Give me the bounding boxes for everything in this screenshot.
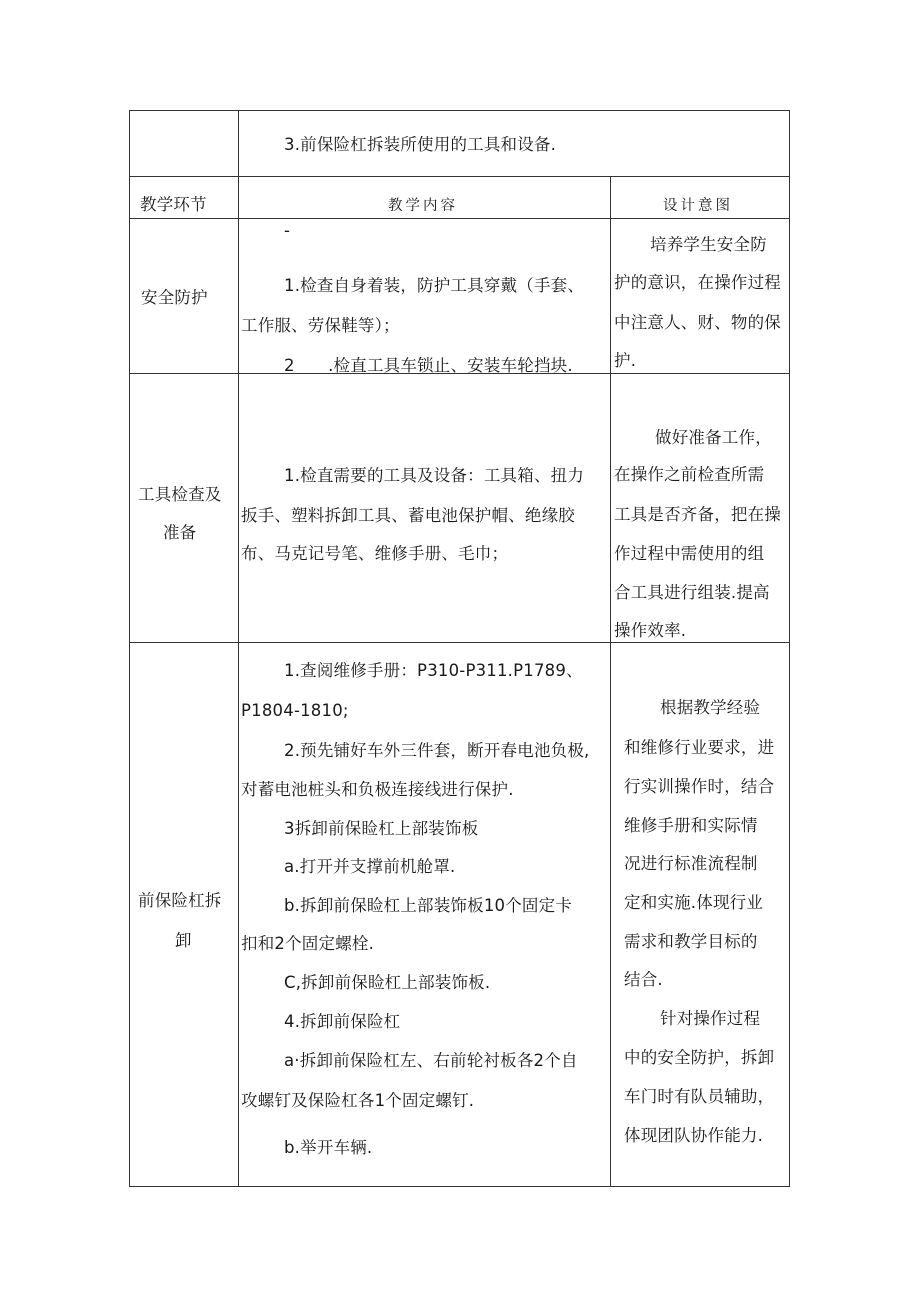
row-3-intent-line: 针对操作过程: [660, 1009, 761, 1028]
row-2-content-line: 1.检直需要的工具及设备：工具箱、扭力: [284, 466, 585, 485]
top-row-content: 3.前保险杠拆装所使用的工具和设备.: [284, 135, 557, 154]
row-1-content-line: 1.检查自身着装，防护工具穿戴（手套、: [284, 276, 585, 295]
row-1-content-line: 工作服、劳保鞋等）；: [241, 316, 400, 335]
table-rule: [129, 642, 790, 643]
row-3-stage-line: 前保险杠拆: [138, 891, 222, 910]
row-3-content-line: C,拆卸前保睑杠上部装饰板.: [284, 973, 491, 992]
row-1-intent-line: 护的意识，在操作过程: [614, 273, 781, 292]
row-3-intent-line: 维修手册和实际情: [624, 816, 758, 835]
row-2-intent-line: 做好准备工作，: [655, 428, 772, 447]
header-content: 教学内容: [388, 198, 458, 214]
row-3-content-line: 4.拆卸前保险杠: [284, 1012, 401, 1031]
row-3-intent-line: 车门时有队员辅助，: [624, 1087, 775, 1106]
row-3-content-line: 2.预先铺好车外三件套，断开春电池负极,: [284, 741, 590, 760]
table-rule: [238, 110, 239, 1187]
table-border-top: [129, 110, 790, 111]
row-2-content-line: 布、马克记号笔、维修手册、毛巾；: [241, 544, 509, 563]
row-2-stage-line: 准备: [163, 523, 197, 542]
row-3-content-line: 攻螺钉及保险杠各1个固定螺钉.: [241, 1091, 475, 1110]
table-border-left: [129, 110, 130, 1187]
row-3-content-line: 扣和2个固定螺栓.: [241, 934, 375, 953]
row-2-intent-line: 工具是否齐备，把在操: [614, 505, 781, 524]
row-3-intent-line: 根据教学经验: [660, 698, 761, 717]
header-intent: 设计意图: [663, 198, 733, 214]
row-1-content-line: 2 .检直工具车锁止、安装车轮挡块.: [284, 356, 573, 375]
table-rule: [610, 176, 611, 1187]
row-3-intent-line: 况进行标准流程制: [624, 854, 758, 873]
row-1-intent-line: 护.: [614, 351, 637, 370]
table-rule: [129, 176, 790, 177]
row-3-content-line: b.举开车辆.: [284, 1138, 373, 1157]
row-2-intent-line: 作过程中需使用的组: [614, 544, 765, 563]
row-3-content-line: a.打开并支撑前机舱罩.: [284, 857, 456, 876]
row-2-intent-line: 在操作之前检查所需: [614, 465, 765, 484]
row-2-intent-line: 合工具进行组装.提高: [614, 583, 770, 602]
header-stage: 教学环节: [140, 195, 207, 214]
row-3-intent-line: 需求和教学目标的: [624, 932, 758, 951]
row-3-stage-line: 卸: [175, 931, 192, 950]
table-border-bottom: [129, 1186, 790, 1187]
row-1-intent-line: 中注意人、财、物的保: [614, 313, 781, 332]
row-3-intent-line: 定和实施.体现行业: [624, 893, 764, 912]
row-3-content-line: 1.查阅维修手册：P310-P311.P1789、: [284, 661, 583, 680]
row-3-intent-line: 中的安全防护，拆卸: [624, 1048, 775, 1067]
row-1-intent-line: 培养学生安全防: [650, 235, 767, 254]
table-rule: [129, 218, 790, 219]
row-3-intent-line: 和维修行业要求，进: [624, 738, 775, 757]
row-3-content-line: b.拆卸前保睑杠上部装饰板10个固定卡: [284, 896, 573, 915]
row-2-content-line: 扳手、塑料拆卸工具、蓄电池保护帽、绝缘胶: [241, 506, 575, 525]
row-3-intent-line: 行实训操作时，结合: [624, 777, 775, 796]
table-border-right: [789, 110, 790, 1187]
row-3-content-line: P1804-1810;: [241, 701, 349, 720]
row-2-stage-line: 工具检查及: [138, 485, 222, 504]
row-1-stage: 安全防护: [141, 288, 208, 307]
row-3-intent-line: 体现团队协作能力.: [624, 1126, 764, 1145]
row-3-intent-line: 结合.: [624, 970, 663, 989]
row-1-content-line: -: [284, 221, 291, 240]
row-3-content-line: 3拆卸前保睑杠上部装饰板: [284, 819, 479, 838]
row-2-intent-line: 操作效率.: [614, 621, 687, 640]
row-3-content-line: 对蓄电池桩头和负极连接线进行保护.: [241, 780, 514, 799]
row-3-content-line: a·拆卸前保险杠左、右前轮衬板各2个自: [284, 1051, 578, 1070]
